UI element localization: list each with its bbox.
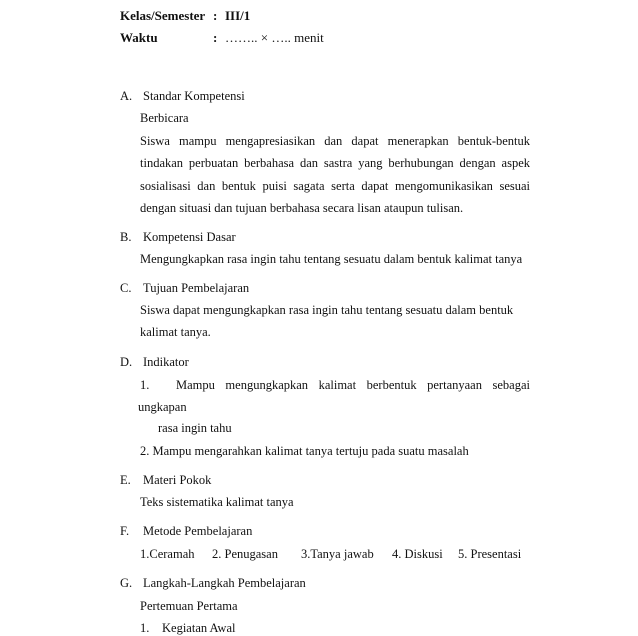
waktu-colon: :	[213, 30, 218, 45]
waktu-value: …….. × ….. menit	[225, 30, 324, 45]
section-c-line-2: kalimat tanya.	[140, 325, 211, 339]
kelas-semester-label: Kelas/Semester	[120, 8, 206, 23]
section-c-title: Tujuan Pembelajaran	[143, 281, 250, 295]
method-4: 4. Diskusi	[392, 547, 443, 561]
method-3: 3.Tanya jawab	[301, 547, 374, 561]
indikator-item-2: 2. Mampu mengarahkan kalimat tanya tertuju pada suatu masalah	[140, 444, 469, 458]
indikator-item-1-line-1: Mampu mengungkapkan kalimat berbentuk pertanyaan sebagai	[176, 378, 530, 392]
section-c-line-1: Siswa dapat mengungkapkan rasa ingin tahu tentang sesuatu dalam bentuk	[140, 303, 514, 317]
section-a-title: Standar Kompetensi	[143, 89, 245, 103]
section-a-line-1: Siswa mampu mengapresiasikan dan dapat menerapkan bentuk-bentuk	[140, 134, 530, 148]
section-f-title: Metode Pembelajaran	[143, 524, 253, 538]
section-b-title: Kompetensi Dasar	[143, 230, 236, 244]
section-a-line-4: dengan situasi dan tujuan berbahasa secara lisan ataupun tulisan.	[140, 201, 464, 215]
section-c-letter: C.	[120, 281, 132, 295]
section-a-letter: A.	[120, 89, 133, 103]
section-e-text: Teks sistematika kalimat tanya	[140, 495, 294, 509]
section-d-title: Indikator	[143, 355, 189, 369]
method-1: 1.Ceramah	[140, 547, 195, 561]
langkah-item-1-number: 1.	[140, 621, 150, 635]
section-g-subtitle: Pertemuan Pertama	[140, 599, 238, 613]
section-g-title: Langkah-Langkah Pembelajaran	[143, 576, 306, 590]
section-b-text: Mengungkapkan rasa ingin tahu tentang sesuatu dalam bentuk kalimat tanya	[140, 252, 523, 266]
kelas-colon: :	[213, 8, 218, 23]
section-e-title: Materi Pokok	[143, 473, 212, 487]
section-f-letter: F.	[120, 524, 130, 538]
section-a-line-3: sosialisasi dan bentuk puisi sagata serta dapat mengomunikasikan sesuai	[140, 179, 530, 193]
indikator-item-1-line-2: ungkapan	[138, 400, 187, 414]
indikator-item-1-line-3: rasa ingin tahu	[158, 421, 232, 435]
section-g-letter: G.	[120, 576, 133, 590]
section-d-letter: D.	[120, 355, 133, 369]
method-5: 5. Presentasi	[458, 547, 522, 561]
section-a-line-2: tindakan perbuatan berbahasa dan sastra yang berhubungan dengan aspek	[140, 156, 530, 170]
langkah-item-1-text: Kegiatan Awal	[162, 621, 236, 635]
section-a-subtitle: Berbicara	[140, 111, 189, 125]
indikator-item-1-number: 1.	[140, 378, 150, 392]
section-e-letter: E.	[120, 473, 131, 487]
kelas-semester-value: III/1	[225, 8, 251, 23]
section-b-letter: B.	[120, 230, 132, 244]
waktu-label: Waktu	[120, 30, 158, 45]
method-2: 2. Penugasan	[212, 547, 278, 561]
